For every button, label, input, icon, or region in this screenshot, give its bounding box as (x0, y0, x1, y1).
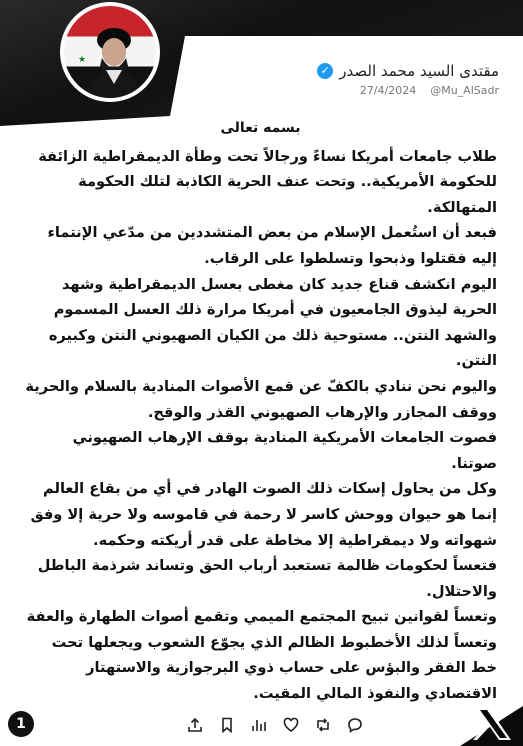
paragraph: طلاب جامعات أمريكا نساءً ورجالاً تحت وطأة الديمقراطية الزائفة للحكومة الأمريكية.. وتحت عنف الحرية الكاذبة لتلك الحكومة المتهالكة. (38, 147, 497, 216)
x-logo-icon (471, 704, 515, 744)
paragraph: واليوم نحن ننادي بالكفّ عن قمع الأصوات المنادية بالسلام والحرية ووقف المجازر والإرهاب الصهيوني القذر والوقح. (25, 377, 497, 421)
avatar[interactable] (60, 2, 160, 102)
author-row (317, 62, 499, 80)
action-bar (186, 716, 364, 734)
bookmark-icon[interactable] (218, 716, 236, 734)
paragraph: وتعساً لقوانين تبيح المجتمع الميمي وتقمع أصوات الطهارة والعفة وتعساً لذلك الأخطبوط الظالم الذي يجوّع الشعوب ويجعلها تحت خط الفقر والبؤس على حساب ذوي البرجوازية والاستهتار الاقتصادي والنفوذ المالي المقيت. (26, 608, 497, 703)
author-name[interactable]: مقتدى السيد محمد الصدر (339, 62, 499, 80)
paragraph: وكل من يحاول إسكات ذلك الصوت الهادر في أي من بقاع العالم إنما هو حيوان ووحش كاسر لا رحمة في قاموسه ولا حرية إلا وفق شهواته ولا ديمقراطية إلا مخاطة على قدر أريكته وحكمه. (30, 480, 497, 549)
paragraph: فبعد أن استُعمل الإسلام من بعض المتشددين من مدّعي الإنتماء إليه فقتلوا وذبحوا وتسلطوا على الرقاب. (47, 224, 497, 267)
like-icon[interactable] (282, 716, 300, 734)
post-body (24, 116, 497, 707)
avatar-image (64, 6, 156, 98)
post-meta (360, 84, 499, 97)
post-date: 27/4/2024 (359, 84, 417, 97)
views-icon[interactable] (250, 716, 268, 734)
paragraph: فصوت الجامعات الأمريكية المنادية بوقف الإرهاب الصهيوني صوتنا. (72, 429, 497, 472)
author-handle[interactable]: @Mu_AlSadr (430, 84, 499, 97)
share-icon[interactable] (186, 716, 204, 734)
basmala: بسمه تعالى (220, 120, 301, 136)
verified-badge-icon: ✓ (317, 63, 333, 79)
page-number-badge: 1 (8, 711, 34, 737)
retweet-icon[interactable] (314, 716, 332, 734)
svg-text:★: ★ (78, 55, 87, 65)
reply-icon[interactable] (346, 716, 364, 734)
paragraph: فتعساً لحكومات ظالمة تستعبد أرباب الحق وتساند شرذمة الباطل والاحتلال. (37, 557, 497, 600)
paragraph: اليوم انكشف قناع جديد كان مغطى بعسل الديمقراطية وشهد الحرية ليذوق الجامعيون في أمريكا مرارة ذلك العسل المسموم والشهد النتن.. مستوحية ذلك من الكيان الصهيوني النتن وكبيره النتن. (48, 275, 497, 370)
